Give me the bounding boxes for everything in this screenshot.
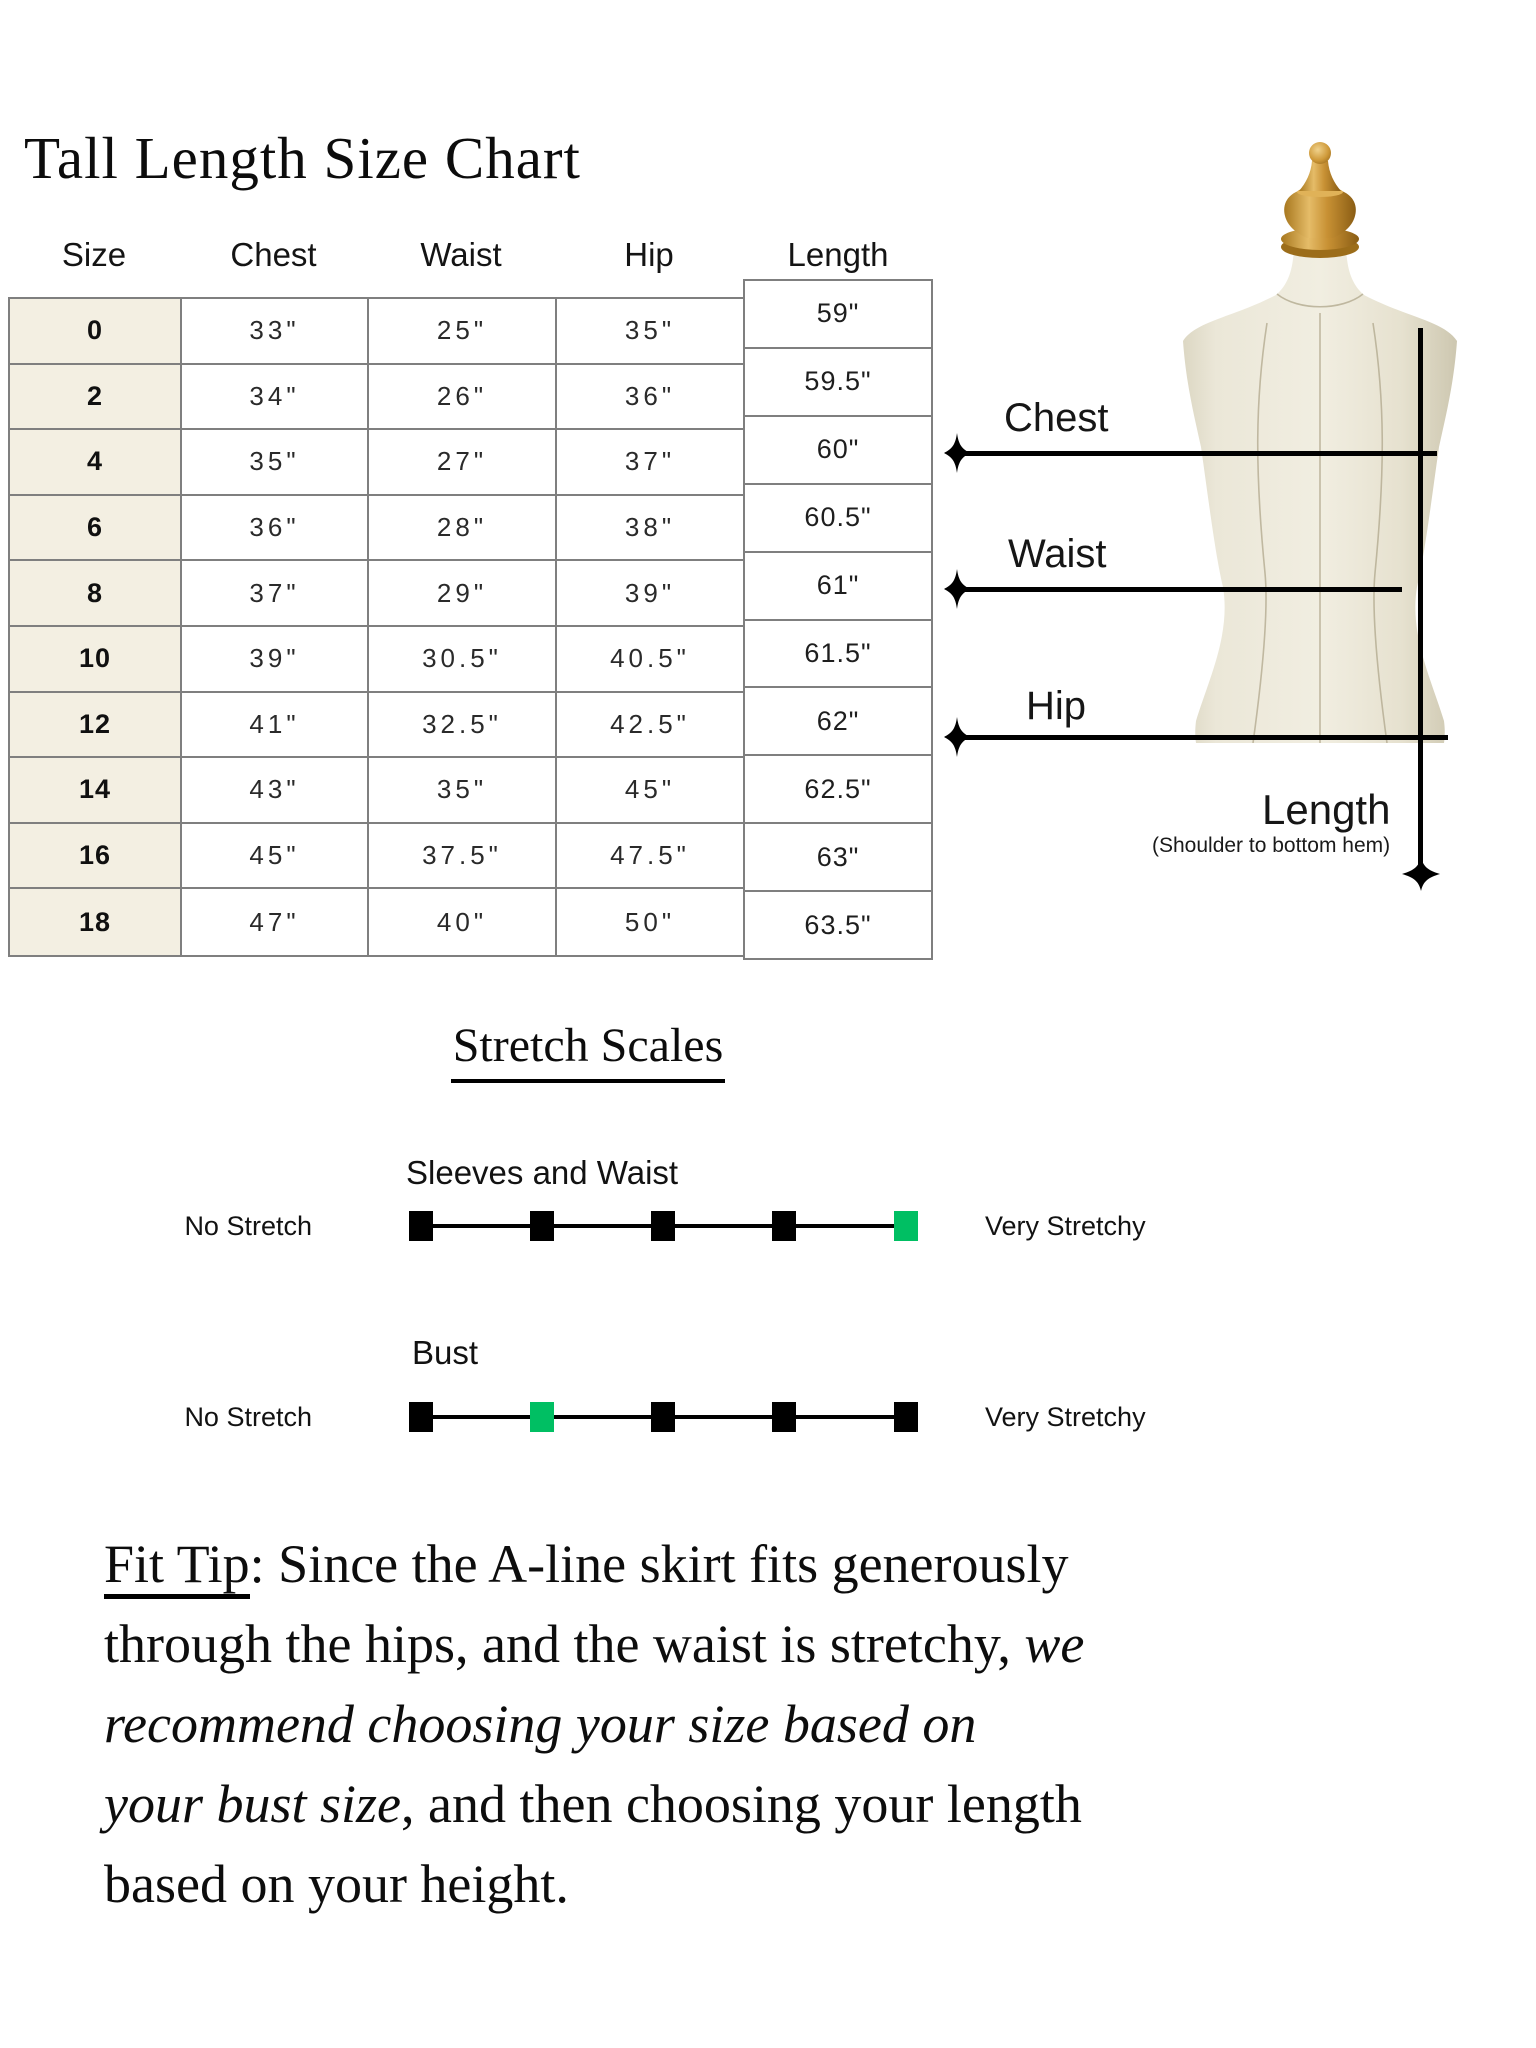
stretch-scales-heading: Stretch Scales [0, 1018, 1176, 1083]
waist-cell: 25" [369, 299, 557, 365]
chest-cell: 45" [182, 824, 369, 890]
no-stretch-label: No Stretch [184, 1402, 312, 1432]
header-size: Size [61, 236, 127, 273]
length-cell: 60.5" [745, 485, 931, 553]
length-label: Length [1262, 786, 1391, 833]
header-waist: Waist [420, 236, 502, 273]
hip-cell: 45" [557, 758, 743, 824]
header-length: Length [787, 236, 889, 273]
scale-marker [651, 1402, 675, 1432]
waist-cell: 26" [369, 365, 557, 431]
waist-star-icon [944, 569, 970, 609]
chest-cell: 47" [182, 889, 369, 955]
fit-tip-line: Fit Tip: Since the A-line skirt fits generously [104, 1524, 1084, 1604]
scale-marker [772, 1211, 796, 1241]
size-cell: 12 [10, 693, 182, 759]
length-star-icon [1402, 857, 1440, 891]
length-note: (Shoulder to bottom hem) [1152, 834, 1391, 857]
chest-cell: 37" [182, 561, 369, 627]
chest-cell: 34" [182, 365, 369, 431]
chest-cell: 43" [182, 758, 369, 824]
hip-cell: 36" [557, 365, 743, 431]
chest-cell: 41" [182, 693, 369, 759]
length-cell: 59" [745, 281, 931, 349]
chest-measure-line [962, 451, 1437, 456]
waist-measure-line [962, 587, 1402, 592]
no-stretch-label: No Stretch [184, 1211, 312, 1241]
hip-cell: 47.5" [557, 824, 743, 890]
hip-star-icon [944, 717, 970, 757]
very-stretchy-label: Very Stretchy [985, 1211, 1146, 1241]
scale-title-sleeves-waist: Sleeves and Waist [406, 1154, 679, 1191]
fit-tip-line: through the hips, and the waist is stretchy, we [104, 1614, 1085, 1674]
length-cell: 59.5" [745, 349, 931, 417]
length-cell: 63.5" [804, 909, 872, 940]
waist-cell: 28" [369, 496, 557, 562]
chest-cell: 36" [182, 496, 369, 562]
stretch-scale-sleeves-waist [409, 1211, 918, 1241]
very-stretchy-label: Very Stretchy [985, 1402, 1146, 1432]
size-cell: 18 [10, 889, 182, 955]
length-measure-line [1418, 328, 1423, 873]
scale-marker [772, 1402, 796, 1432]
hip-cell: 37" [557, 430, 743, 496]
length-cell: 61.5" [745, 621, 931, 689]
scale-marker [651, 1211, 675, 1241]
header-hip: Hip [624, 236, 674, 273]
scale-marker [409, 1402, 433, 1432]
scale-marker [894, 1402, 918, 1432]
chest-star-icon [944, 433, 970, 473]
hip-cell: 38" [557, 496, 743, 562]
fit-tip-line: recommend choosing your size based on [104, 1694, 977, 1754]
waist-cell: 29" [369, 561, 557, 627]
hip-cell: 35" [557, 299, 743, 365]
hip-cell: 39" [557, 561, 743, 627]
length-column [743, 279, 933, 960]
size-cell: 8 [10, 561, 182, 627]
table-header-row [8, 236, 933, 274]
wooden-finial [1281, 142, 1359, 258]
size-table [8, 297, 745, 957]
mannequin-illustration [1170, 141, 1470, 743]
chest-cell: 39" [182, 627, 369, 693]
hip-label: Hip [1026, 684, 1087, 728]
waist-label: Waist [1008, 532, 1107, 576]
waist-cell: 40" [369, 889, 557, 955]
waist-cell: 27" [369, 430, 557, 496]
length-cell: 60" [745, 417, 931, 485]
length-cell: 63" [745, 824, 931, 892]
size-cell: 6 [10, 496, 182, 562]
chest-cell: 33" [182, 299, 369, 365]
hip-cell: 42.5" [557, 693, 743, 759]
hip-cell: 50" [624, 906, 676, 937]
size-cell: 14 [10, 758, 182, 824]
size-cell: 0 [10, 299, 182, 365]
hip-measure-line [962, 735, 1448, 740]
fit-tip-paragraph [104, 1524, 1084, 1924]
page-title: Tall Length Size Chart [24, 125, 581, 191]
hip-cell: 40.5" [557, 627, 743, 693]
header-chest: Chest [230, 236, 317, 273]
stretch-scale-bust [409, 1402, 918, 1432]
scale-marker [530, 1211, 554, 1241]
fit-tip-line: based on your height. [104, 1854, 569, 1914]
waist-cell: 32.5" [369, 693, 557, 759]
size-cell: 2 [10, 365, 182, 431]
waist-cell: 30.5" [369, 627, 557, 693]
size-cell: 10 [10, 627, 182, 693]
scale-marker [409, 1211, 433, 1241]
chest-label: Chest [1004, 396, 1109, 440]
scale-marker-active [530, 1402, 554, 1432]
chest-cell: 35" [182, 430, 369, 496]
waist-cell: 37.5" [369, 824, 557, 890]
length-cell: 62.5" [745, 756, 931, 824]
length-cell: 62" [745, 688, 931, 756]
waist-cell: 35" [369, 758, 557, 824]
length-cell: 61" [745, 553, 931, 621]
fit-tip-line: your bust size, and then choosing your length [104, 1774, 1082, 1834]
size-cell: 4 [10, 430, 182, 496]
scale-title-bust: Bust [412, 1334, 479, 1371]
scale-marker-active [894, 1211, 918, 1241]
size-cell: 16 [10, 824, 182, 890]
